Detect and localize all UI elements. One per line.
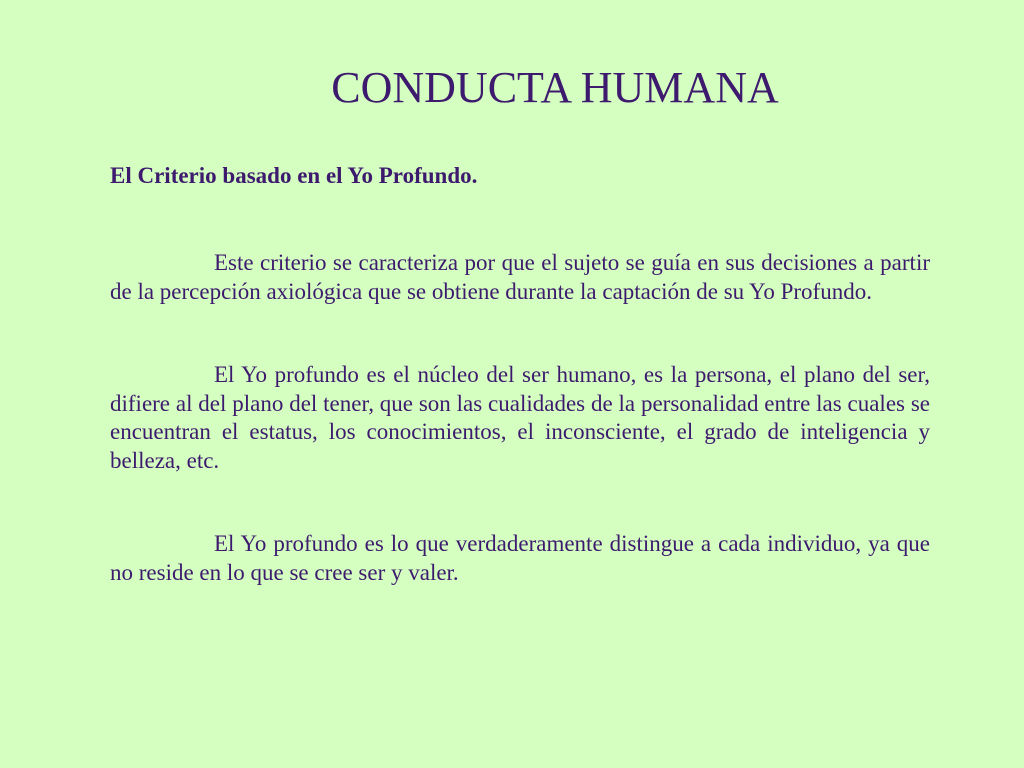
- slide-content: [110, 160, 930, 587]
- paragraph-1: Este criterio se caracteriza por que el sujeto se guía en sus decisiones a partir de la percepción axiológica que se obtiene durante la captación de su Yo Profundo.: [110, 250, 930, 304]
- paragraph-3: El Yo profundo es lo que verdaderamente distingue a cada individuo, ya que no reside en lo que se cree ser y valer.: [110, 531, 930, 585]
- slide-subtitle: El Criterio basado en el Yo Profundo.: [110, 163, 478, 188]
- paragraph-2: El Yo profundo es el núcleo del ser humano, es la persona, el plano del ser, difiere al del plano del tener, que son las cualidades de la personalidad entre las cuales se encuentran el estatus, los conocimientos, el inconsciente, el grado de inteligencia y belleza, etc.: [110, 362, 930, 473]
- slide-title: CONDUCTA HUMANA: [331, 63, 779, 112]
